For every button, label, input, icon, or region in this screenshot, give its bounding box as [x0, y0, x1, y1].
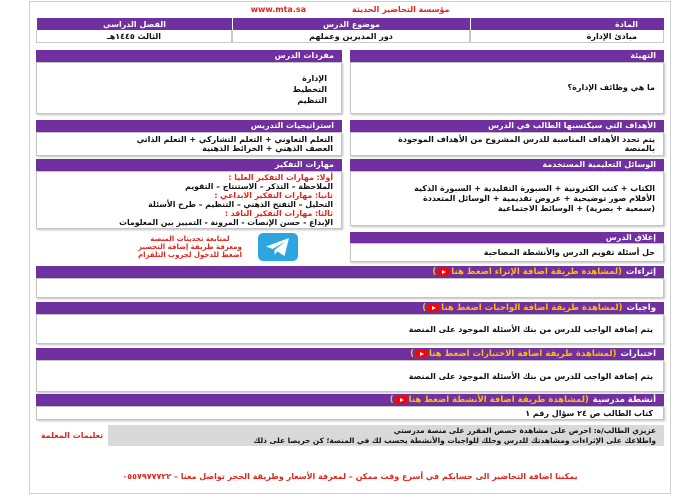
objectives-line: يتم تحدد الأهداف المناسبة للدرس المشروح من الأهداف الموجودة	[398, 135, 655, 144]
telegram-line: ومعرفة طريقة إضافة التحضير	[138, 243, 242, 251]
closing-content: حل أسئلة تقويم الدرس والأنشطة المصاحبة	[483, 247, 655, 257]
objectives-body	[350, 132, 664, 156]
enrichment-howto-link[interactable]	[432, 266, 621, 278]
teaching-aids-title: الوسائل التعليمية المستخدمة	[350, 159, 664, 171]
closing-section	[350, 232, 664, 262]
thinking-skills-title: مهارات التفكير	[36, 159, 342, 171]
vocabulary-section	[36, 50, 342, 114]
footer-contact: يمكننا اضافة التحاضير الى حسابكم في أسرع وقت ممكن – لمعرفة الأسعار وطريقة الحجز تواصل معنا – ٠٥٥٧٩٧٧٧٢٢	[122, 472, 578, 481]
vocabulary-body	[36, 62, 342, 114]
enrichment-link-text[interactable]: (لمشاهدة طريقة اضافة الإثراء اضغط هنا	[451, 267, 622, 277]
teaching-aids-line: (سمعية + بصرية) + الوسائط الاجتماعية	[497, 203, 655, 213]
topic-value: دور المديرين وعملهم	[232, 30, 470, 43]
strategies-line: التعلم التعاوني + التعلم التشاركي + التعلم الذاتي	[136, 135, 333, 144]
activities-header	[36, 394, 664, 406]
homework-howto-link[interactable]	[422, 302, 622, 314]
youtube-icon[interactable]	[416, 350, 427, 358]
telegram-line: لمتابعة تحديثات المنصة	[150, 235, 230, 243]
activities-body	[36, 406, 664, 420]
activities-content: كتاب الطالب ص ٢٤ سؤال رقم ١	[525, 408, 653, 418]
objectives-title: الأهداف التي سيكتسبها الطالب في الدرس	[350, 120, 664, 132]
strategies-title: استراتيجيات التدريس	[36, 120, 342, 132]
homework-title: واجبات	[626, 303, 656, 313]
warmup-content: ما هي وظائف الإدارة؟	[567, 83, 655, 92]
thinking-group-skills: التحليل – التفتح الذهني – التنظيم – طرح الأسئلة	[148, 200, 333, 209]
youtube-icon[interactable]	[396, 396, 407, 404]
vocabulary-item: التنظيم	[297, 96, 327, 105]
subject-header: المادة	[470, 18, 664, 30]
enrichment-body	[36, 278, 664, 298]
warmup-section	[350, 50, 664, 114]
strategies-line: العصف الذهني + الخرائط الذهنية	[202, 144, 333, 153]
teacher-instructions-text	[108, 425, 664, 446]
teacher-instructions	[36, 425, 664, 446]
telegram-line: اضغط للدخول لجروب التلقرام	[137, 251, 242, 259]
teaching-aids-body	[350, 171, 664, 226]
telegram-promo-text[interactable]	[138, 235, 242, 259]
objectives-section	[350, 120, 664, 156]
strategies-body	[36, 132, 342, 156]
extras-row-tests	[36, 348, 664, 392]
objectives-line: بالمنصة	[624, 144, 655, 153]
closing-title: إغلاق الدرس	[350, 232, 664, 243]
enrichment-header	[36, 266, 664, 278]
activities-link-text[interactable]: (لمشاهدة طريقة اضافة الأنشطة اضغط هنا	[408, 395, 589, 405]
youtube-icon[interactable]	[428, 304, 439, 312]
thinking-group-heading: ثانيا: مهارات التفكير الابداعي :	[214, 191, 333, 200]
strategies-section	[36, 120, 342, 156]
homework-link-close: )	[422, 303, 427, 313]
tests-content: يتم إضافة الواجب للدرس من بنك الأسئلة الموجود على المنصة	[408, 371, 653, 381]
instructions-line: واطلاعك على الإثراءات ومشاهدتك للدرس وحلك للواجبات والأنشطة يحسب لك في المنصة؛ كن حريصا على ذلك	[253, 435, 656, 445]
warmup-title: التهيئة	[350, 50, 664, 62]
homework-body	[36, 314, 664, 344]
youtube-icon[interactable]	[438, 268, 449, 276]
tests-howto-link[interactable]	[410, 348, 616, 360]
teaching-aids-line: الأقلام صور توضيحية + عروض تقديمية + الوسائل المتعددة	[423, 193, 655, 203]
tests-header	[36, 348, 664, 360]
tests-link-close: )	[410, 349, 414, 359]
telegram-icon[interactable]	[258, 233, 298, 261]
homework-header	[36, 302, 664, 314]
homework-content: يتم إضافة الواجب للدرس من بنك الأسئلة الموجود على المنصة	[408, 324, 653, 334]
thinking-skills-section	[36, 159, 342, 229]
tests-link-text[interactable]: (لمشاهدة طريقة اضافة الاختبارات اضغط هنا	[429, 349, 617, 359]
instructions-line: عزيزي الطالب/ة: احرص على مشاهدة حصص المقرر على منصة مدرستي	[393, 426, 656, 435]
thinking-skills-body	[36, 171, 342, 229]
activities-link-close: )	[389, 395, 394, 405]
thinking-group-skills: الإبداع - حسن الإنصات - المرونة - التمييز بين المعلومات	[119, 218, 333, 227]
document-header	[0, 3, 700, 16]
homework-link-text[interactable]: (لمشاهدة طريقة اضافة الواجبات اضغط هنا	[441, 303, 623, 313]
closing-body	[350, 243, 664, 262]
topic-header: موضوع الدرس	[232, 18, 470, 30]
thinking-group-heading: أولا: مهارات التفكير العليا :	[228, 173, 333, 182]
extras-row-activities	[36, 394, 664, 420]
thinking-group-skills: الملاحظة – التذكر – الاستنتاج – التقويم	[185, 182, 333, 191]
semester-header: الفصل الدراسي	[36, 18, 232, 30]
telegram-promo[interactable]	[138, 232, 298, 262]
thinking-group-heading: ثالثا: مهارات التفكير الناقد :	[224, 209, 333, 218]
vocabulary-item: التخطيط	[292, 85, 327, 94]
warmup-body	[350, 62, 664, 114]
vocabulary-item: الإدارة	[302, 74, 327, 83]
enrichment-title: إثراءات	[625, 267, 656, 277]
extras-row-enrichment	[36, 266, 664, 298]
semester-value: الثالث ١٤٤٥هـ	[36, 30, 232, 43]
website-link[interactable]: www.mta.sa	[250, 5, 307, 14]
teaching-aids-section	[350, 159, 664, 226]
activities-howto-link[interactable]	[390, 394, 589, 406]
tests-body	[36, 360, 664, 392]
enrichment-link-close: )	[432, 267, 437, 277]
tests-title: اختبارات	[620, 349, 656, 359]
subject-value: مبادئ الإدارة	[470, 30, 664, 43]
teacher-instructions-label: تعليمات المعلمة	[40, 431, 104, 440]
extras-row-homework	[36, 302, 664, 344]
lesson-info-table	[36, 18, 664, 43]
org-name: مؤسسة التحاضير الحديثة	[352, 5, 450, 14]
teaching-aids-line: الكتاب + كتب الكترونية + السبورة التقليدية + السبورة الذكية	[414, 183, 655, 193]
activities-title: أنشطة مدرسية	[592, 395, 656, 405]
vocabulary-title: مفردات الدرس	[36, 50, 342, 62]
